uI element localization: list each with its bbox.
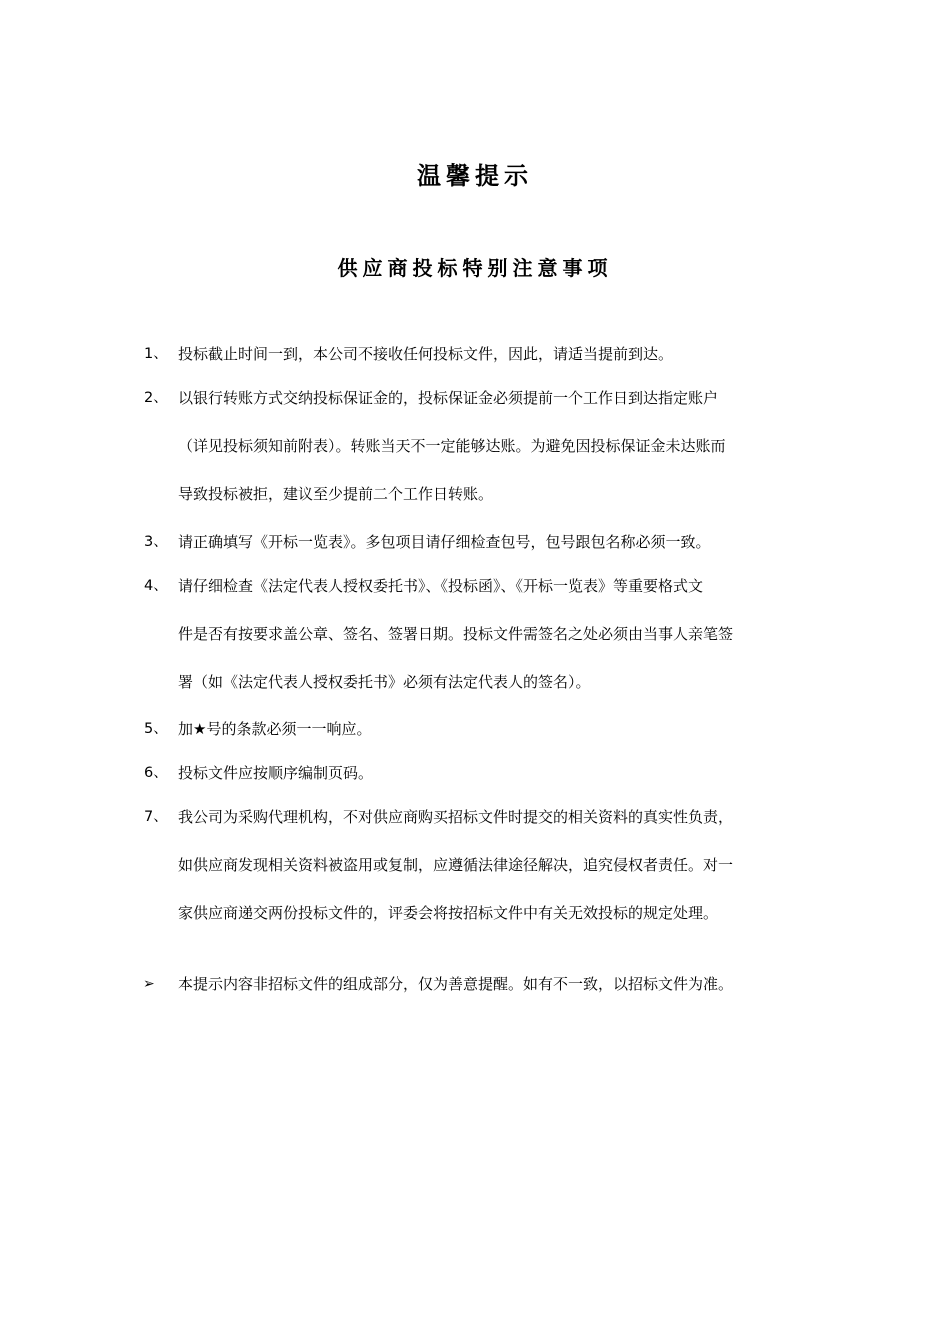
item-line: 导致投标被拒，建议至少提前二个工作日转账。 [178, 485, 494, 503]
item-line: 加★号的条款必须一一响应。 [178, 720, 372, 738]
page-title: 温馨提示 [417, 162, 533, 190]
item-number: 5、 [144, 721, 168, 737]
item-number: 4、 [144, 578, 168, 594]
item-line: 以银行转账方式交纳投标保证金的，投标保证金必须提前一个工作日到达指定账户 [178, 389, 719, 407]
item-line: （详见投标须知前附表）。转账当天不一定能够达账。为避免因投标保证金未达账而 [178, 437, 726, 455]
arrow-bullet-icon: ➢ [143, 976, 155, 992]
item-line: 如供应商发现相关资料被盗用或复制，应遵循法律途径解决，追究侵权者责任。对一 [178, 856, 734, 874]
item-text [178, 342, 803, 366]
item-line: 投标截止时间一到，本公司不接收任何投标文件，因此，请适当提前到达。 [178, 345, 674, 363]
note-text [178, 972, 803, 996]
item-line: 家供应商递交两份投标文件的，评委会将按招标文件中有关无效投标的规定处理。 [178, 904, 719, 922]
item-number: 6、 [144, 765, 168, 781]
item-text [178, 805, 803, 925]
item-number: 1、 [144, 346, 168, 362]
page-subtitle: 供应商投标特别注意事项 [337, 256, 613, 280]
item-line: 请仔细检查《法定代表人授权委托书》、《投标函》、《开标一览表》等重要格式文 [178, 577, 704, 595]
item-line: 请正确填写《开标一览表》。多包项目请仔细检查包号，包号跟包名称必须一致。 [178, 533, 711, 551]
item-text [178, 386, 803, 506]
item-number: 3、 [144, 534, 168, 550]
note-line: 本提示内容非招标文件的组成部分，仅为善意提醒。如有不一致，以招标文件为准。 [178, 975, 734, 993]
item-text [178, 717, 803, 741]
item-text [178, 530, 803, 554]
item-line: 署（如《法定代表人授权委托书》必须有法定代表人的签名）。 [178, 673, 591, 691]
item-line: 件是否有按要求盖公章、签名、签署日期。投标文件需签名之处必须由当事人亲笔签 [178, 625, 734, 643]
item-number: 2、 [144, 390, 168, 406]
item-text [178, 761, 803, 785]
item-number: 7、 [144, 809, 168, 825]
item-line: 我公司为采购代理机构，不对供应商购买招标文件时提交的相关资料的真实性负责， [178, 808, 734, 826]
item-text [178, 574, 803, 694]
item-line: 投标文件应按顺序编制页码。 [178, 764, 374, 782]
